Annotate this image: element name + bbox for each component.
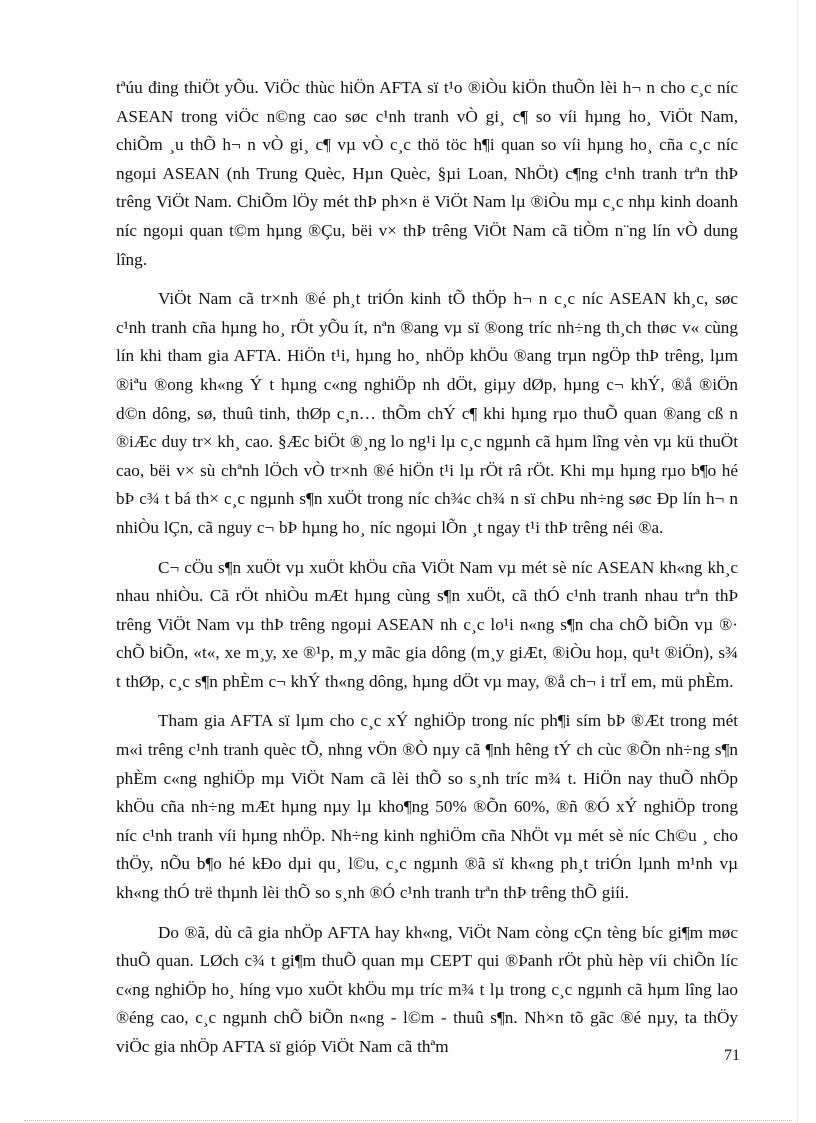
paragraph-5: Do ®ã, dù cã gia nhÖp AFTA hay kh«ng, ViÖt Nam còng cÇn tèng bíc gi¶m møc thuÕ quan. LØch c¾ t gi¶m thuÕ quan mµ CEPT qui ®Þanh rÖt phù hèp víi chiÕn líc c«ng nghiÖp ho¸ híng vµo xuÖt khÖu mµ tríc m¾ t lµ trong c¸c ngµnh cã hµm lîng lao ®éng cao, c¸c ngµnh chÕ biÕn n«ng - l©m - thuû s¶n. Nh×n tõ gãc ®é nµy, ta thÖy viÖc gia nhÖp AFTA sï gióp ViÖt Nam cã thªm <box>116 922 738 1056</box>
side-divider <box>797 0 798 1123</box>
document-body <box>116 74 738 1073</box>
paragraph-1: tªúu đing thiÖt yÕu. ViÖc thùc hiÖn AFTA sï t¹o ®iÒu kiÖn thuÕn lèi h¬ n cho c¸c níc ASEAN trong viÖc n©ng cao søc c¹nh tranh vÒ gi¸ c¶ so víi hµng ho¸ ViÖt Nam, chiÕm ¸u thÕ h¬ n vÒ gi¸ c¶ vµ vÒ c¸c thö töc h¶i quan so víi hµng ho¸ cña c¸c níc ngoµi ASEAN (nh Trung Quèc, Hµn Quèc, §µi Loan, NhÖt) c¶ng c¹nh tranh trªn thÞ trêng ViÖt Nam. ChiÕm lÖy mét thÞ ph×n ë ViÖt Nam lµ ®iÒu mµ c¸c nhµ kinh doanh níc ngoµi quan t©m hµng ®Çu, bëi v× thÞ trêng ViÖt Nam cã tiÒm n¨ng lín vÒ dung lîng. <box>116 78 738 269</box>
page-number: 71 <box>724 1047 740 1064</box>
paragraph-2: ViÖt Nam cã tr×nh ®é ph¸t triÓn kinh tÕ thÖp h¬ n c¸c níc ASEAN kh¸c, søc c¹nh tranh cña hµng ho¸ rÖt yÕu ít, nªn ®ang vµ sï ®ong tríc nh÷ng th¸ch thøc v« cùng lín khi tham gia AFTA. HiÖn t¹i, hµng ho¸ nhÖp khÖu ®ang trµn ngÖp thÞ trêng, lµm ®iªu ®ong kh«ng Ý t hµng c«ng nghiÖp nh dÖt, giµy dØp, hµng c¬ khÝ, ®å ®iÖn d©n dông, sø, thuû tinh, thØp c¸n… thÕm chÝ c¶ khi hµng rµo thuÕ quan ®ang cß n ®iÆc duy tr× kh¸ cao. §Æc biÖt ®¸ng lo ng¹i lµ c¸c ngµnh cã hµm lîng vèn vµ kü thuÖt cao, bëi v× sù chªnh lÖch vÒ tr×nh ®é hiÖn t¹i lµ rÖt râ rÖt. Khi mµ hµng rµo b¶o hé bÞ c¾ t bá th× c¸c ngµnh s¶n xuÖt trong níc ch¾c ch¾ n sï chÞu nh÷ng søc Ðp lín h¬ n nhiÒu lÇn, cã nguy c¬ bÞ hµng ho¸ níc ngoµi lÕn ¸t ngay t¹i thÞ trêng néi ®a. <box>116 289 738 537</box>
footer-divider <box>24 1120 792 1121</box>
paragraph-4: Tham gia AFTA sï lµm cho c¸c xÝ nghiÖp trong níc ph¶i sím bÞ ®Æt trong mét m«i trêng c¹nh tranh quèc tÕ, nhng vÖn ®Ò nµy cã ¶nh hêng tÝ ch cùc ®Õn nh÷ng s¶n phÈm c«ng nghiÖp mµ ViÖt Nam cã lèi thÕ so s¸nh tríc m¾ t. HiÖn nay thuÕ nhÖp khÖu cña nh÷ng mÆt hµng nµy lµ kho¶ng 50% ®Õn 60%, ®ñ ®Ó xÝ nghiÖp trong níc c¹nh tranh víi hµng nhÖp. Nh÷ng kinh nghiÖm cña NhÖt vµ mét sè níc Ch©u ¸ cho thÖy, nÕu b¶o hé kÐo dµi qu¸ l©u, c¸c ngµnh ®ã sï kh«ng ph¸t triÓn lµnh m¹nh vµ kh«ng thÓ trë thµnh lèi thÕ so s¸nh ®Ó c¹nh tranh trªn thÞ trêng thÕ giíi. <box>116 711 738 903</box>
paragraph-3: C¬ cÖu s¶n xuÖt vµ xuÖt khÖu cña ViÖt Nam vµ mét sè níc ASEAN kh«ng kh¸c nhau nhiÒu. Cã rÖt nhiÒu mÆt hµng cùng s¶n xuÖt, cã thÓ c¹nh tranh nhau trªn thÞ trêng ViÖt Nam vµ thÞ trêng ngoµi ASEAN nh c¸c lo¹i n«ng s¶n cha chÕ biÕn vµ ®· chÕ biÕn, «t«, xe m¸y, xe ®¹p, m¸y mãc gia dông (m¸y giÆt, ®iÒu hoµ, qu¹t ®iÖn), s¾ t thØp, c¸c s¶n phÈm c¬ khÝ th«ng dông, hµng dÖt vµ may, ®å ch¬ i trÏ em, mü phÈm. <box>116 557 738 691</box>
